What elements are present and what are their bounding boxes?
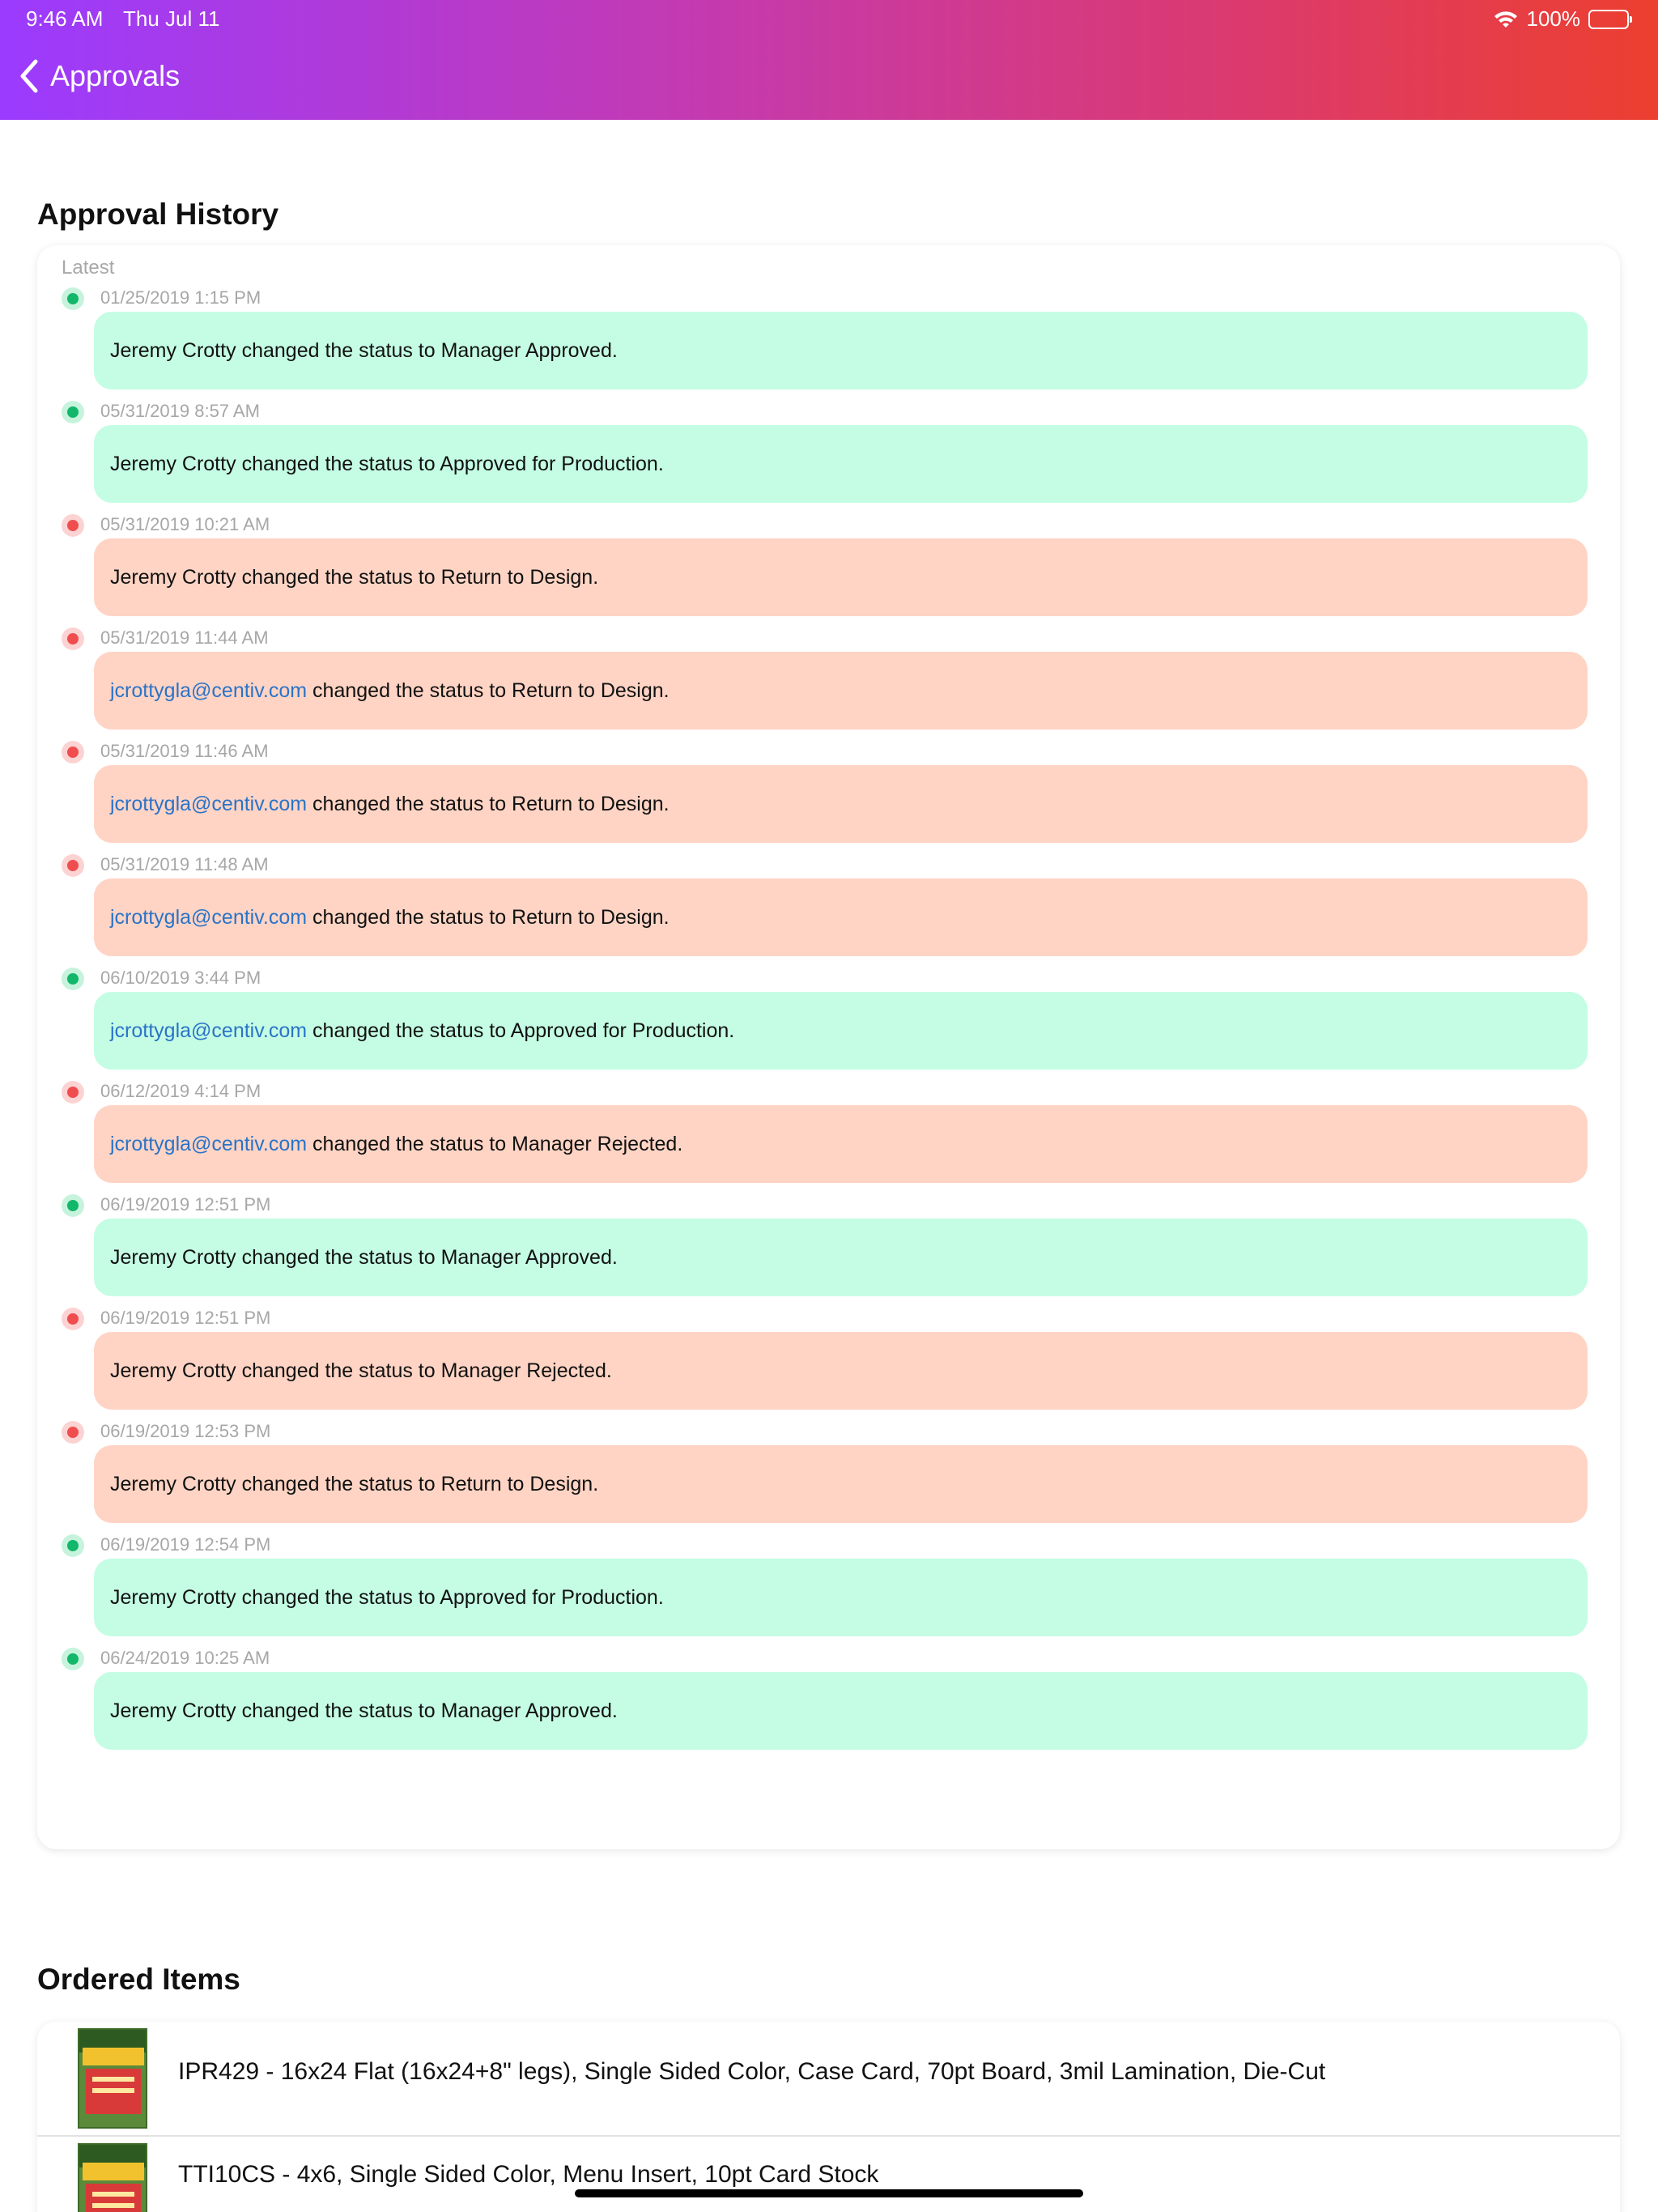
history-message-bubble <box>94 1332 1588 1410</box>
actor-email-link[interactable]: jcrottygla@centiv.com <box>110 1019 308 1042</box>
history-entry <box>37 1306 1620 1419</box>
history-entry <box>37 853 1620 966</box>
wifi-icon <box>1493 10 1519 29</box>
history-message-bubble <box>94 652 1588 730</box>
approved-status-dot-icon <box>62 968 84 990</box>
rejected-status-dot-icon <box>62 627 84 650</box>
history-action-text: changed the status to Manager Approved. <box>241 1699 618 1722</box>
history-action-text: changed the status to Approved for Production. <box>241 1585 664 1609</box>
history-action-text: changed the status to Return to Design. <box>241 565 599 589</box>
history-timestamp: 05/31/2019 11:48 AM <box>100 854 269 874</box>
history-timestamp: 05/31/2019 11:44 AM <box>100 627 269 648</box>
rejected-status-dot-icon <box>62 854 84 877</box>
rejected-status-dot-icon <box>62 514 84 537</box>
history-entry <box>37 966 1620 1079</box>
actor-name: Jeremy Crotty <box>110 1245 236 1269</box>
history-message-bubble <box>94 1105 1588 1183</box>
game-day-poster-thumbnail-icon <box>78 2028 147 2129</box>
history-message-bubble <box>94 1219 1588 1296</box>
nav-header <box>0 0 1658 120</box>
ordered-item-row[interactable] <box>37 2022 1620 2122</box>
history-entry <box>37 1193 1620 1306</box>
history-timestamp: 06/24/2019 10:25 AM <box>100 1648 270 1668</box>
approval-history-title: Approval History <box>37 198 279 231</box>
ordered-item-row[interactable] <box>37 2135 1620 2212</box>
latest-label: Latest <box>62 257 115 279</box>
actor-email-link[interactable]: jcrottygla@centiv.com <box>110 792 308 815</box>
history-message-bubble <box>94 765 1588 843</box>
history-message-bubble <box>94 425 1588 503</box>
actor-name: Jeremy Crotty <box>110 1359 236 1382</box>
history-action-text: changed the status to Manager Rejected. <box>241 1359 612 1382</box>
history-message-bubble <box>94 1672 1588 1750</box>
home-indicator <box>575 2189 1083 2197</box>
status-time: 9:46 AM <box>26 6 104 31</box>
chevron-left-icon <box>18 58 40 94</box>
history-timestamp: 06/12/2019 4:14 PM <box>100 1081 261 1101</box>
battery-icon <box>1588 10 1629 29</box>
approval-history-card <box>37 245 1620 1849</box>
actor-email-link[interactable]: jcrottygla@centiv.com <box>110 1132 308 1155</box>
rejected-status-dot-icon <box>62 1081 84 1104</box>
history-action-text: changed the status to Return to Design. <box>312 678 670 702</box>
rejected-status-dot-icon <box>62 1421 84 1444</box>
rejected-status-dot-icon <box>62 1308 84 1330</box>
history-action-text: changed the status to Manager Rejected. <box>312 1132 683 1155</box>
history-action-text: changed the status to Manager Approved. <box>241 1245 618 1269</box>
history-timestamp: 05/31/2019 8:57 AM <box>100 401 260 421</box>
actor-name: Jeremy Crotty <box>110 1472 236 1495</box>
history-timestamp: 06/10/2019 3:44 PM <box>100 968 261 988</box>
actor-name: Jeremy Crotty <box>110 1585 236 1609</box>
approved-status-dot-icon <box>62 1648 84 1670</box>
history-timestamp: 05/31/2019 10:21 AM <box>100 514 270 534</box>
actor-name: Jeremy Crotty <box>110 452 236 475</box>
history-message-bubble <box>94 878 1588 956</box>
history-action-text: changed the status to Approved for Production. <box>241 452 664 475</box>
rejected-status-dot-icon <box>62 741 84 764</box>
actor-name: Jeremy Crotty <box>110 565 236 589</box>
history-message-bubble <box>94 1445 1588 1523</box>
history-entry <box>37 399 1620 513</box>
approved-status-dot-icon <box>62 287 84 310</box>
history-entry <box>37 1533 1620 1646</box>
history-action-text: changed the status to Return to Design. <box>312 792 670 815</box>
history-message-bubble <box>94 992 1588 1070</box>
history-timestamp: 01/25/2019 1:15 PM <box>100 287 261 308</box>
history-entry <box>37 1079 1620 1193</box>
actor-name: Jeremy Crotty <box>110 338 236 362</box>
history-entry <box>37 286 1620 399</box>
actor-email-link[interactable]: jcrottygla@centiv.com <box>110 905 308 929</box>
actor-name: Jeremy Crotty <box>110 1699 236 1722</box>
history-entry <box>37 513 1620 626</box>
history-timestamp: 05/31/2019 11:46 AM <box>100 741 269 761</box>
history-entry <box>37 1419 1620 1533</box>
history-timestamp: 06/19/2019 12:54 PM <box>100 1534 271 1555</box>
history-timestamp: 06/19/2019 12:53 PM <box>100 1421 271 1441</box>
history-entry <box>37 626 1620 739</box>
status-indicators <box>1493 6 1630 32</box>
approved-status-dot-icon <box>62 1194 84 1217</box>
history-timestamp: 06/19/2019 12:51 PM <box>100 1194 271 1214</box>
ordered-item-description: IPR429 - 16x24 Flat (16x24+8" legs), Single Sided Color, Case Card, 70pt Board, 3mil Lamination, Die-Cut <box>178 2058 1326 2085</box>
history-entry <box>37 739 1620 853</box>
back-button-label: Approvals <box>50 59 181 92</box>
game-day-poster-thumbnail-icon <box>78 2143 147 2212</box>
actor-email-link[interactable]: jcrottygla@centiv.com <box>110 678 308 702</box>
history-message-bubble <box>94 312 1588 389</box>
ordered-items-title: Ordered Items <box>37 1963 240 1996</box>
battery-percent: 100% <box>1526 6 1580 31</box>
approved-status-dot-icon <box>62 1534 84 1557</box>
history-timestamp: 06/19/2019 12:51 PM <box>100 1308 271 1328</box>
status-date: Thu Jul 11 <box>123 6 220 31</box>
history-action-text: changed the status to Return to Design. <box>241 1472 599 1495</box>
history-action-text: changed the status to Manager Approved. <box>241 338 618 362</box>
approved-status-dot-icon <box>62 401 84 423</box>
history-action-text: changed the status to Approved for Production. <box>312 1019 735 1042</box>
back-button[interactable] <box>18 58 180 94</box>
ordered-item-description: TTI10CS - 4x6, Single Sided Color, Menu Insert, 10pt Card Stock <box>178 2161 879 2188</box>
history-entry <box>37 1646 1620 1759</box>
history-message-bubble <box>94 538 1588 616</box>
ordered-items-list <box>37 2022 1620 2212</box>
history-action-text: changed the status to Return to Design. <box>312 905 670 929</box>
history-message-bubble <box>94 1559 1588 1636</box>
